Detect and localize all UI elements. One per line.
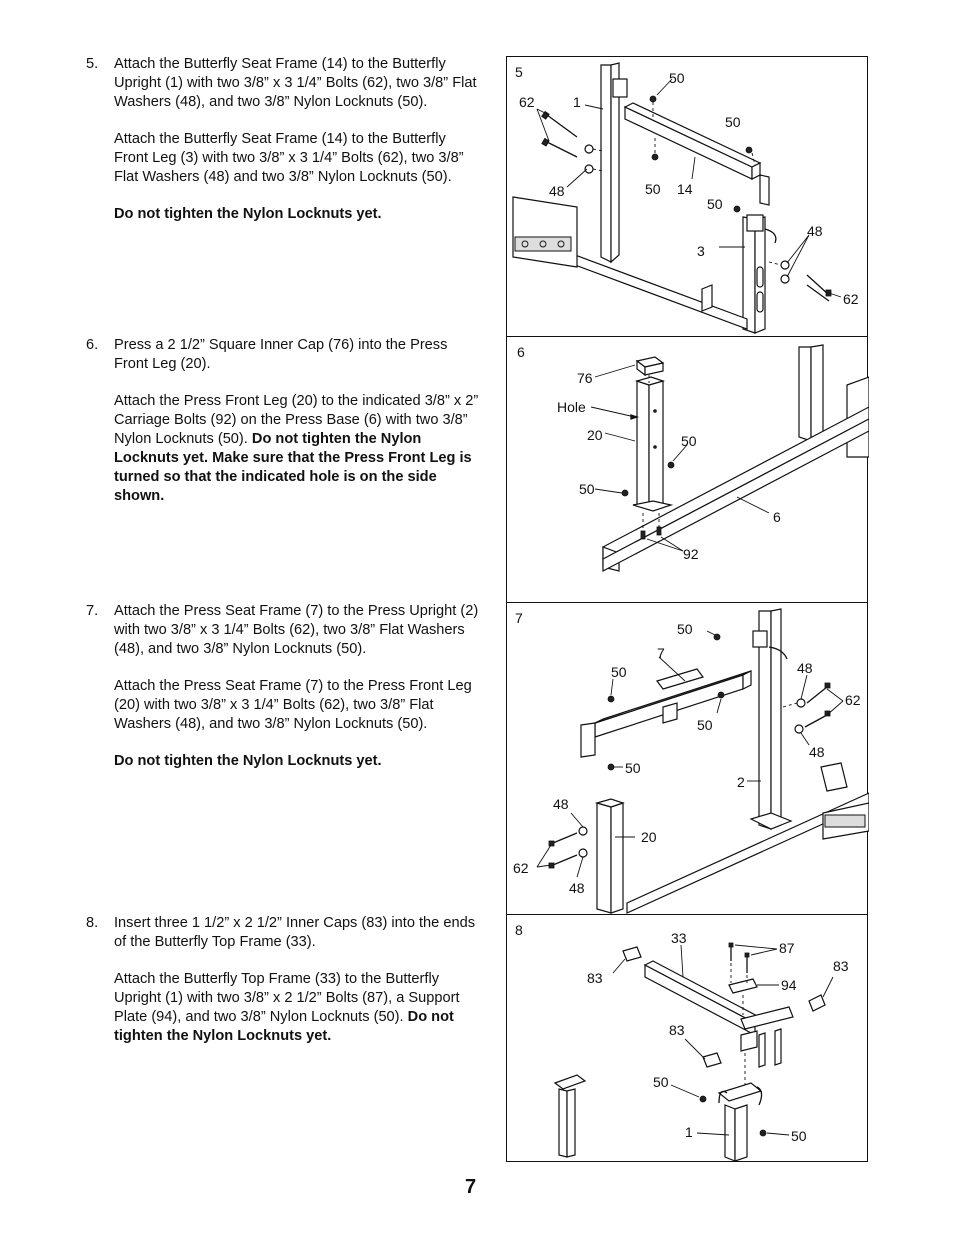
label: 92 bbox=[683, 546, 699, 562]
figure-6 bbox=[506, 336, 868, 604]
label: 50 bbox=[725, 114, 741, 130]
page-number: 7 bbox=[465, 1176, 477, 1198]
figure-5 bbox=[506, 56, 868, 338]
label: 3 bbox=[697, 243, 705, 259]
label: 50 bbox=[611, 664, 627, 680]
label: 50 bbox=[677, 621, 693, 637]
label: 2 bbox=[737, 774, 745, 790]
label: 7 bbox=[657, 645, 665, 661]
step-warning: Do not tighten the Nylon Locknuts yet. bbox=[114, 1009, 454, 1044]
label: 33 bbox=[671, 930, 687, 946]
step-paragraph: Attach the Butterfly Seat Frame (14) to the Butterfly Upright (1) with two 3/8” x 3 1/4” Bolts (62), two 3/8” Flat Washers (48), and two 3/8” Nylon Locknuts (50). bbox=[114, 56, 477, 110]
label: 48 bbox=[553, 796, 569, 812]
label: 76 bbox=[577, 370, 593, 386]
label: 83 bbox=[669, 1022, 685, 1038]
top-frame-33 bbox=[645, 965, 755, 1035]
press-front-leg-20 bbox=[637, 381, 649, 509]
figure-number: 6 bbox=[517, 344, 525, 360]
step-8 bbox=[86, 914, 481, 1064]
figure-number: 8 bbox=[515, 922, 523, 938]
step-number: 7. bbox=[86, 603, 99, 619]
label: 14 bbox=[677, 181, 693, 197]
figure-7 bbox=[506, 602, 868, 916]
figure-number: 7 bbox=[515, 610, 523, 626]
step-number: 8. bbox=[86, 915, 99, 931]
press-front-leg-20 bbox=[597, 803, 611, 913]
step-paragraph: Attach the Butterfly Seat Frame (14) to the Butterfly Front Leg (3) with two 3/8” x 3 1/4” Bolts (62), two 3/8” Flat Washers (48) and two 3/8” Nylon Locknuts (50). bbox=[114, 131, 464, 185]
step-warning: Do not tighten the Nylon Locknuts yet. bbox=[114, 753, 382, 769]
step-paragraph: Insert three 1 1/2” x 2 1/2” Inner Caps (83) into the ends of the Butterfly Top Frame (33). bbox=[114, 915, 475, 950]
upright-1 bbox=[601, 65, 611, 262]
label: 50 bbox=[791, 1128, 807, 1144]
butterfly-upright-1 bbox=[725, 1105, 735, 1161]
step-paragraph: Press a 2 1/2” Square Inner Cap (76) into the Press Front Leg (20). bbox=[114, 337, 448, 372]
label: 50 bbox=[645, 181, 661, 197]
label: 50 bbox=[669, 70, 685, 86]
label: 20 bbox=[587, 427, 603, 443]
label: 48 bbox=[809, 744, 825, 760]
step-6 bbox=[86, 336, 481, 524]
label: 94 bbox=[781, 977, 797, 993]
step-paragraph: Attach the Press Seat Frame (7) to the Press Upright (2) with two 3/8” x 3 1/4” Bolts (62), two 3/8” Flat Washers (48), and two 3/8” Nylon Locknuts (50). bbox=[114, 603, 479, 657]
label: 50 bbox=[579, 481, 595, 497]
label: 20 bbox=[641, 829, 657, 845]
step-paragraph: Attach the Press Seat Frame (7) to the Press Front Leg (20) with two 3/8” x 3 1/4” Bolts (62), two 3/8” Flat Washers (48), and two 3/8” Nylon Locknuts (50). bbox=[114, 678, 472, 732]
step-7 bbox=[86, 602, 481, 789]
label: 50 bbox=[653, 1074, 669, 1090]
support-plate-94 bbox=[729, 979, 757, 993]
label: 50 bbox=[625, 760, 641, 776]
label: 48 bbox=[797, 660, 813, 676]
label: 1 bbox=[685, 1124, 693, 1140]
step-paragraph: Attach the Butterfly Top Frame (33) to the Butterfly Upright (1) with two 3/8” x 2 1/2” Bolts (87), a Support Plate (94), and two 3/8” Nylon Locknuts (50). bbox=[114, 971, 460, 1025]
label: 83 bbox=[833, 958, 849, 974]
cap-83 bbox=[809, 995, 825, 1011]
label: 87 bbox=[779, 940, 795, 956]
label: 48 bbox=[569, 880, 585, 896]
label: 50 bbox=[707, 196, 723, 212]
front-leg-3 bbox=[743, 217, 755, 333]
label: 83 bbox=[587, 970, 603, 986]
label: 6 bbox=[773, 509, 781, 525]
step-5 bbox=[86, 55, 481, 242]
step-warning: Do not tighten the Nylon Locknuts yet. Make sure that the Press Front Leg is turned so that the indicated hole is on the side shown. bbox=[114, 431, 472, 504]
label: 48 bbox=[549, 183, 565, 199]
label: 62 bbox=[843, 291, 859, 307]
step-warning: Do not tighten the Nylon Locknuts yet. bbox=[114, 206, 382, 222]
label: 50 bbox=[697, 717, 713, 733]
label: 1 bbox=[573, 94, 581, 110]
figure-number: 5 bbox=[515, 64, 523, 80]
label: 50 bbox=[681, 433, 697, 449]
label: 62 bbox=[513, 860, 529, 876]
label: 62 bbox=[845, 692, 861, 708]
label: 48 bbox=[807, 223, 823, 239]
step-number: 5. bbox=[86, 56, 99, 72]
step-paragraph: Attach the Press Front Leg (20) to the indicated 3/8” x 2” Carriage Bolts (92) on the Press Base (6) with two 3/8” Nylon Locknuts (50). bbox=[114, 393, 479, 447]
cap-83 bbox=[623, 947, 641, 961]
figure-8 bbox=[506, 914, 868, 1162]
label: Hole bbox=[557, 399, 586, 415]
label: 62 bbox=[519, 94, 535, 110]
cap-83 bbox=[703, 1053, 721, 1067]
step-number: 6. bbox=[86, 337, 99, 353]
bolt-62 bbox=[542, 111, 577, 157]
